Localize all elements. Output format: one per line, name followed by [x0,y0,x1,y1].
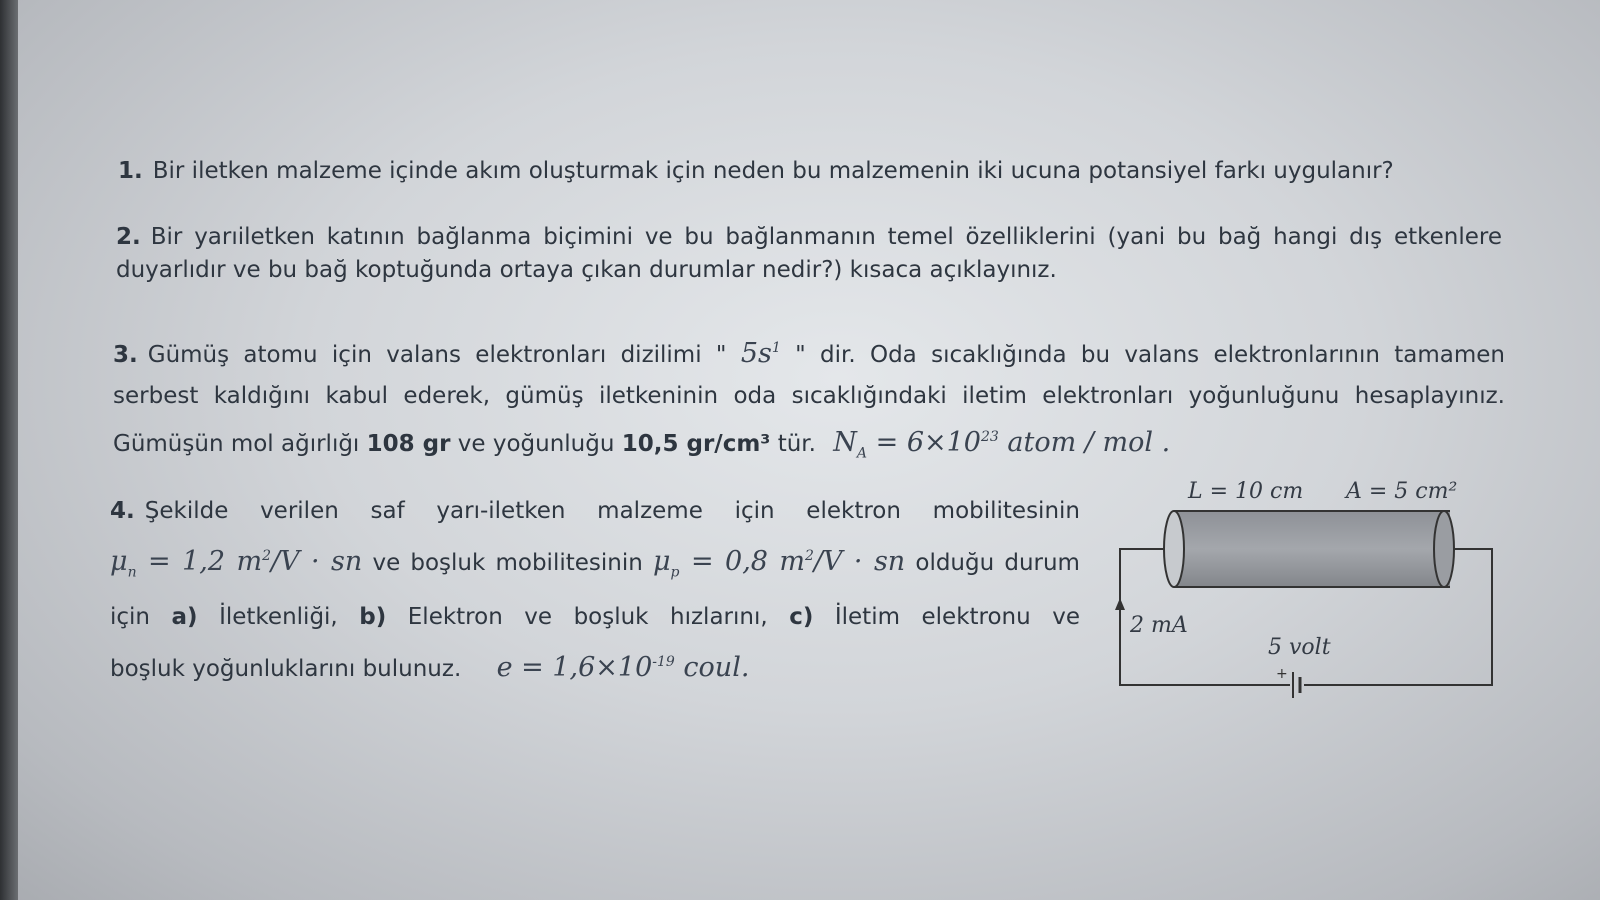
question-text-line2: serbest kaldığını kabul ederek, gümüş iletkeninin oda sıcaklığındaki iletim elektronları yoğunluğunu hesaplayınız. [113,383,1505,409]
electron-charge-formula: $e = 1,6\times 10^{-19}$ coul. [496,652,750,684]
part-c-label: c) [789,604,814,631]
question-text-line3a: Gümüşün mol ağırlığı [113,431,360,457]
length-label: L = 10 cm [1188,479,1304,504]
circuit-diagram [1110,470,1510,715]
battery-plus-label: + [1276,666,1288,682]
battery-icon [1293,672,1300,698]
part-a-label: a) [171,604,198,631]
part-a-text: İletkenliği, [219,604,338,631]
question-text-line1b: " dir. Oda sıcaklığında bu valans elektronlarının tamamen [795,342,1506,368]
question-text-line2: duyarlıdır ve bu bağ koptuğunda ortaya çıkan durumlar nedir?) kısaca açıklayınız. [116,257,1057,283]
hole-mobility-formula: $\mu_p = 0,8$ $m^2/V$ · sn [652,546,906,581]
question-line [116,221,1502,254]
question-text-line3a: için [110,604,151,631]
question-text-line1a: Gümüş atomu için valans elektronları dizilimi " [147,342,727,368]
area-label: A = 5 cm² [1346,479,1458,504]
mol-weight: 108 gr [366,431,451,457]
part-c-text: İletim elektronu ve [834,604,1080,631]
part-b-text: Elektron ve boşluk hızlarını, [407,604,768,631]
question-text-line4: boşluk yoğunluklarını bulunuz. [110,656,462,683]
question-text-line1: Şekilde verilen saf yarı-iletken malzeme için elektron mobilitesinin [144,498,1080,524]
question-number: 3. [113,342,138,368]
semiconductor-cylinder [1164,511,1454,587]
question-number: 4. [110,498,135,524]
question-text-line2-mid: ve boşluk mobilitesinin [372,550,643,576]
density-value: 10,5 gr/cm³ [621,431,771,457]
question-text-line1: Bir yarıiletken katının bağlanma biçimini ve bu bağlanmanın temel özelliklerini (yani bu bağ hangi dış etkenlere [150,224,1502,250]
part-b-label: b) [359,604,387,631]
question-text-line2-end: olduğu durum [915,550,1080,576]
question-2 [116,221,1502,287]
current-label: 2 mA [1130,613,1188,638]
page-edge-shadow [0,0,18,900]
question-4 [110,489,1080,692]
electron-config: $5s^1$ [740,338,781,369]
electron-mobility-formula: $\mu_n = 1,2$ $m^2/V$ · sn [110,546,363,581]
question-number: 1. [118,158,143,184]
question-text-line3b: ve yoğunluğu [457,431,615,457]
question-3 [113,328,1505,474]
current-arrow-icon [1115,598,1125,610]
question-number: 2. [116,224,141,250]
question-text: Bir iletken malzeme içinde akım oluşturmak için neden bu malzemenin iki ucuna potansiyel farkı uygulanır? [152,158,1394,184]
voltage-label: 5 volt [1268,635,1331,660]
question-text-line3c: tür. [777,431,816,457]
avogadro-formula: $N_A = 6\times 10^{23}$ atom / mol . [833,427,1171,462]
question-1 [118,155,1518,188]
